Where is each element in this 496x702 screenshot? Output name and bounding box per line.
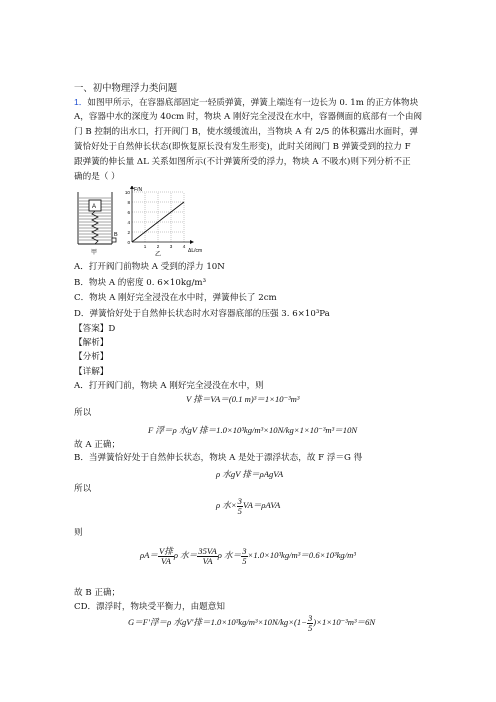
solution-b-intro: B．当弹簧恰好处于自然伸长状态，物块 A 是处于漂浮状态，故 F 浮＝G 得 [74,453,363,463]
fraction-three-fifths-3: $\frac{3}{5}$ [307,612,313,633]
solution-cd-eq: G＝F′浮＝ρ 水gV′排＝1.0×10³kg/m³×10N/kg×(1− $\frac{3}{5}$ )×1×10⁻³m³＝6N [128,612,376,633]
question-line-3: 门 B 控制的出水口，打开阀门 B，使水缓缓流出，当物块 A 有 2/5 的体积露出水面时，弹 [74,127,418,137]
graph-x-tick-label: 3 [169,244,173,249]
graph-x-ticks [144,244,186,249]
solution-suoyi-2: 所以 [74,484,92,494]
solution-cd-intro: CD．漂浮时，物块受平衡力，由题意知 [74,602,225,612]
fraction-three-fifths-2: $\frac{3}{5}$ [242,545,247,566]
graph-y-ticks [125,190,131,245]
solution-suoyi-1: 所以 [74,408,92,418]
question-number: 1． [74,97,88,107]
right-caption: 乙 [155,252,162,258]
graph-y-tick-label: 10 [124,189,130,195]
question-line-6: 确的是（ ） [74,172,120,182]
option-c: C．物块 A 刚好完全浸没在水中时，弹簧伸长了 2cm [74,293,277,303]
option-a: A．打开阀门前物块 A 受到的浮力 10N [74,262,225,272]
fraction-volume-ratio: $\frac{35VA}{VA}$ [198,545,217,566]
solution-a-eq1: V 排＝VA＝(0.1 m)³＝1×10⁻³m³ [186,394,300,404]
vessel-diagram [78,192,118,256]
section-title: 一、初中物理浮力类问题 [74,83,178,94]
graph-y-axis-label: F/N [134,187,143,193]
solution-a-correct: 故 A 正确； [74,440,121,450]
solution-ze: 则 [74,528,83,538]
graph-y-tick-label: 0 [127,239,130,245]
graph-x-tick-label: 1 [143,244,147,249]
detail-heading: 【详解】 [74,367,109,377]
option-b: B．物块 A 的密度 0. 6×10kg/m³ [74,278,207,288]
graph-y-tick-label: 2 [127,229,130,235]
solution-b-eq1: ρ 水gV 排＝ρAgVA [216,469,284,479]
graph-x-tick-label: 2 [156,244,160,249]
graph-y-tick-label: 6 [127,209,130,215]
question-line-2: A，容器中水的深度为 40cm 时，物块 A 刚好完全浸没在水中，容器侧面的底部有一个由阀 [74,112,423,122]
block-a-label: A [92,204,97,210]
fraction-v-ratio: $\frac{\text{V排}}{VA}$ [158,545,173,566]
graph-x-axis-label: ΔL/cm [188,248,203,254]
b-eq2-left: ρ 水× [216,500,237,510]
answer: 【答案】D [74,324,116,334]
solution-b-eq3: ρA＝ $\frac{\text{V排}}{VA}$ ρ 水＝ $\frac{35VA}{VA}$ ρ 水＝ $\frac{3}{5}$ ×1.0×10³kg/m³＝0.6×10³kg/m³ [140,545,356,566]
b-eq2-right: VA＝ρAVA [242,500,281,510]
solution-b-correct: 故 B 正确； [74,588,121,598]
fraction-three-fifths: $\frac{3}{5}$ [237,495,242,516]
solution-a-eq2: F 浮＝ρ 水gV 排＝1.0×10³kg/m³×10N/kg×1×10⁻³m³＝10N [148,425,358,435]
fenxi-heading: 【分析】 [74,352,109,362]
graph-y-tick-label: 4 [127,219,130,225]
option-d: D．弹簧恰好处于自然伸长状态时水对容器底部的压强 3. 6×10³Pa [74,309,330,319]
question-line-1: 如图甲所示，在容器底部固定一轻质弹簧，弹簧上端连有一边长为 0. 1m 的正方体物块 [87,98,419,108]
solution-a-intro: A．打开阀门前，物块 A 刚好完全浸没在水中，则 [74,381,264,391]
graph-x-arrow [190,240,194,244]
valve-b-outlet [112,238,116,242]
solution-b-eq2 [216,495,280,516]
graph-x-tick-label: 4 [182,244,186,249]
graph-grid [132,192,184,242]
question-line-5: 跟弹簧的伸长量 ΔL 关系如图所示(不计弹簧所受的浮力，物块 A 不吸水)则下列分析不正 [74,157,411,167]
question-figure [72,186,212,258]
graph-y-tick-label: 8 [127,199,130,205]
valve-b-label: B [114,232,118,238]
question-line-4: 簧恰好处于自然伸长状态(即恢复原长没有发生形变)，此时关闭阀门 B 弹簧受到的拉力 F [74,142,411,152]
analysis-heading: 【解析】 [74,338,109,348]
force-extension-graph [125,186,202,258]
left-caption: 甲 [91,250,98,256]
